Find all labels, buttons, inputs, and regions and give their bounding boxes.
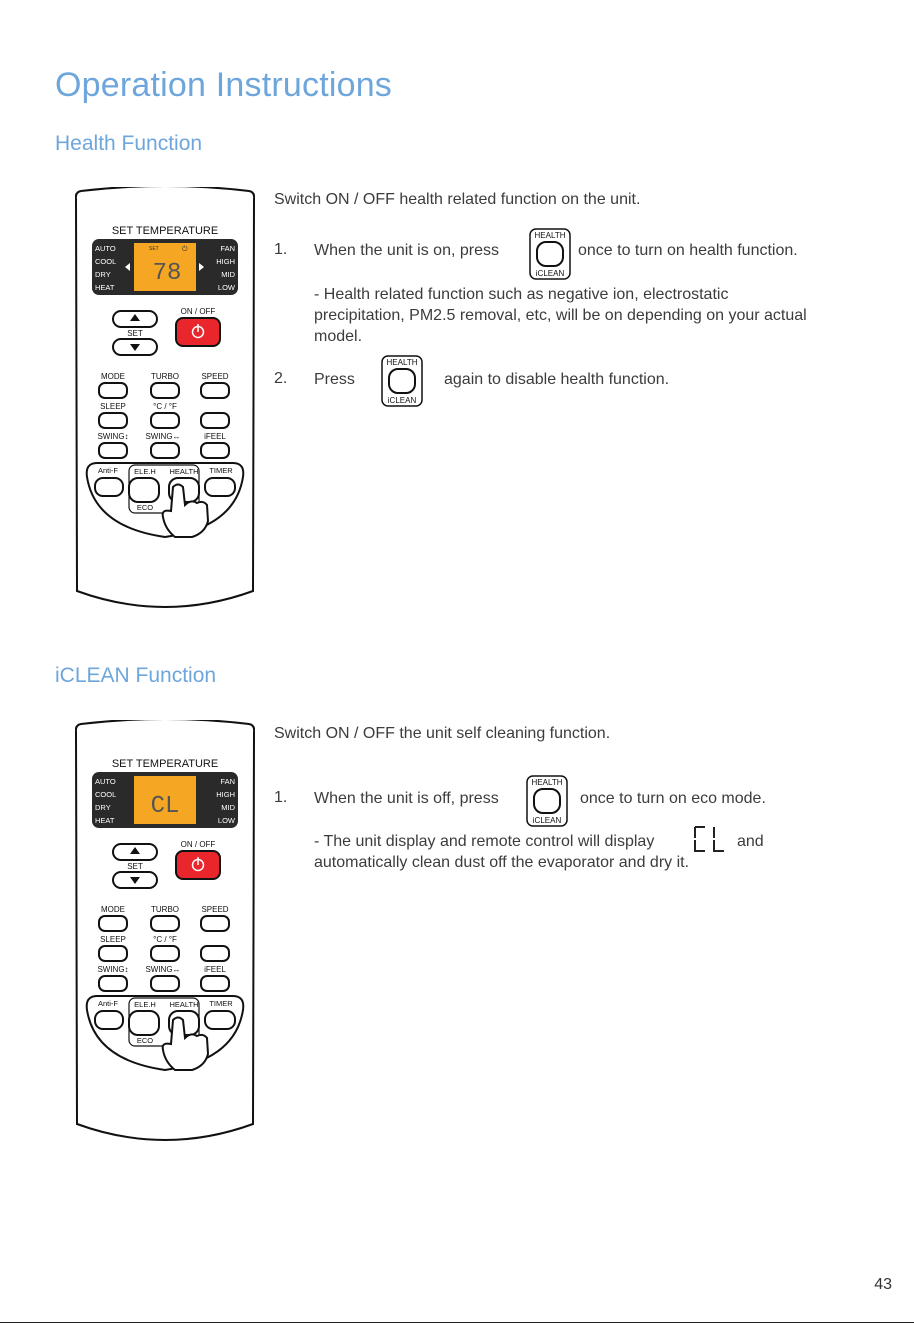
svg-text:SET TEMPERATURE: SET TEMPERATURE (111, 758, 219, 770)
iclean-step1-text-end: once to turn on eco mode. (580, 790, 766, 807)
iclean-note-and: and (737, 833, 764, 850)
swing-vertical-button-label: SWING↕ (97, 432, 129, 441)
section-heading-iclean: iCLEAN Function (55, 664, 217, 687)
fan-label: FAN (220, 244, 235, 253)
iclean-step1-number: 1. (274, 789, 288, 806)
health-note-line2: precipitation, PM2.5 removal, etc, will be on depending on your actual (314, 307, 807, 324)
health-intro: Switch ON / OFF health related function on the unit. (274, 191, 641, 208)
page-title: Operation Instructions (55, 66, 393, 104)
health-step1-text: When the unit is on, press (314, 242, 499, 259)
health-step2-number: 2. (274, 370, 288, 387)
health-label: HEALTH (169, 467, 199, 476)
svg-text:MODE: MODE (101, 905, 125, 914)
svg-text:SWING↔: SWING↔ (145, 965, 181, 974)
set-temperature-label: SET TEMPERATURE (111, 225, 219, 237)
svg-text:°C / °F: °C / °F (153, 935, 177, 944)
svg-text:HEALTH: HEALTH (386, 358, 418, 367)
svg-text:HEALTH: HEALTH (531, 778, 563, 787)
cl-display-icon (692, 824, 728, 854)
svg-text:MID: MID (221, 803, 235, 812)
remote-control-illustration-2 (75, 720, 255, 1144)
svg-text:HEALTH: HEALTH (534, 231, 566, 240)
svg-text:iCLEAN: iCLEAN (535, 269, 565, 278)
svg-text:HIGH: HIGH (216, 790, 235, 799)
svg-text:DRY: DRY (95, 803, 111, 812)
mode-cool-label: COOL (95, 257, 117, 266)
set-label: SET (127, 329, 143, 338)
svg-text:LOW: LOW (217, 816, 235, 825)
remote-control-illustration (75, 187, 255, 611)
svg-text:SWING↕: SWING↕ (97, 965, 129, 974)
health-iclean-button-icon (529, 228, 571, 280)
ele-h-label: ELE.H (134, 467, 156, 476)
svg-text:COOL: COOL (95, 790, 117, 799)
speed-button-label: SPEED (201, 372, 229, 381)
lcd-power-icon: ⏻ (182, 246, 188, 253)
lcd-temperature-value: 78 (152, 260, 182, 287)
iclean-note-line2: automatically clean dust off the evaporator and dry it. (314, 854, 690, 871)
timer-label: TIMER (209, 466, 233, 475)
iclean-intro: Switch ON / OFF the unit self cleaning function. (274, 725, 611, 742)
svg-text:HEALTH: HEALTH (169, 1000, 199, 1009)
iclean-note-line1: - The unit display and remote control will display (314, 833, 655, 850)
footer-divider (0, 1322, 914, 1323)
lcd-cl-value: CL (150, 793, 180, 820)
svg-text:ECO: ECO (136, 1036, 154, 1045)
svg-text:TURBO: TURBO (151, 905, 179, 914)
mode-dry-label: DRY (95, 270, 111, 279)
sleep-button-label: SLEEP (100, 402, 126, 411)
svg-text:SET: SET (127, 862, 143, 871)
ifeel-button-label: iFEEL (204, 432, 226, 441)
svg-text:HEAT: HEAT (95, 816, 115, 825)
health-step1-text-end: once to turn on health function. (578, 242, 798, 259)
health-step2-text-end: again to disable health function. (444, 371, 670, 388)
health-iclean-button-icon-2 (381, 355, 423, 407)
svg-text:iCLEAN: iCLEAN (387, 396, 417, 405)
svg-text:AUTO: AUTO (95, 777, 116, 786)
mode-button-label: MODE (101, 372, 125, 381)
health-iclean-button-icon-3 (526, 775, 568, 827)
mode-auto-label: AUTO (95, 244, 116, 253)
temp-unit-button-label: °C / °F (153, 402, 177, 411)
svg-text:iCLEAN: iCLEAN (532, 816, 562, 825)
health-note-line1: - Health related function such as negative ion, electrostatic (314, 286, 729, 303)
svg-text:SPEED: SPEED (201, 905, 229, 914)
svg-text:FAN: FAN (220, 777, 235, 786)
eco-label: ECO (136, 503, 154, 512)
svg-text:TIMER: TIMER (209, 999, 233, 1008)
swing-horizontal-button-label: SWING↔ (145, 432, 181, 441)
page-number: 43 (874, 1276, 892, 1293)
iclean-step1-text: When the unit is off, press (314, 790, 499, 807)
fan-low-label: LOW (217, 283, 235, 292)
fan-high-label: HIGH (216, 257, 235, 266)
svg-text:ON / OFF: ON / OFF (180, 840, 216, 849)
svg-text:ELE.H: ELE.H (134, 1000, 156, 1009)
on-off-label: ON / OFF (180, 307, 216, 316)
anti-f-label: Anti-F (97, 466, 119, 475)
turbo-button-label: TURBO (151, 372, 179, 381)
health-step2-text: Press (314, 371, 355, 388)
health-step1-number: 1. (274, 241, 288, 258)
svg-text:Anti-F: Anti-F (97, 999, 119, 1008)
health-note-line3: model. (314, 328, 363, 345)
fan-mid-label: MID (221, 270, 235, 279)
section-heading-health: Health Function (55, 132, 203, 155)
svg-text:SLEEP: SLEEP (100, 935, 126, 944)
svg-text:iFEEL: iFEEL (204, 965, 226, 974)
lcd-set-indicator: SET (149, 246, 159, 252)
mode-heat-label: HEAT (95, 283, 115, 292)
